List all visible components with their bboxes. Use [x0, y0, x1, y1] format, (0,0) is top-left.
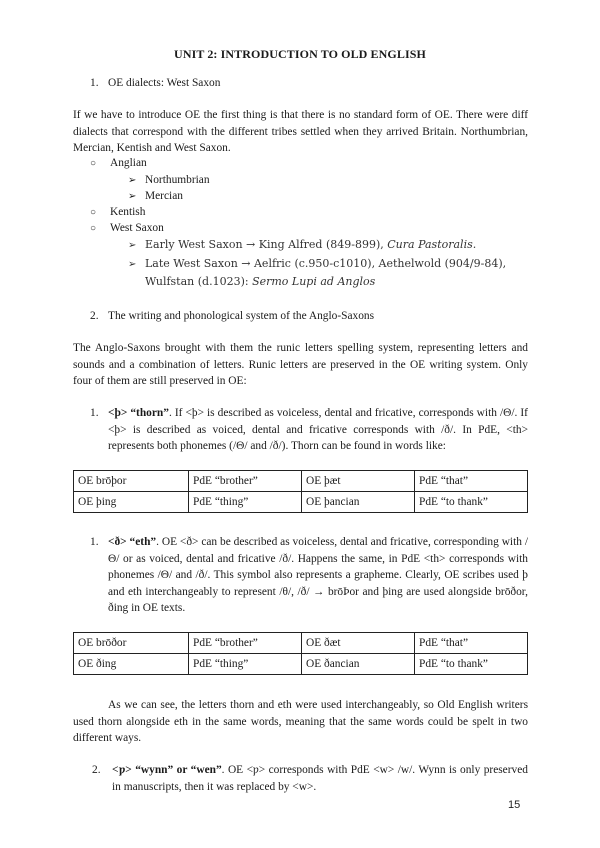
sermo-lupi-title: Sermo Lupi ad Anglos	[252, 275, 376, 288]
thorn-label: <þ> “thorn”	[108, 407, 169, 419]
wynn-number: 2.	[92, 764, 101, 776]
section-2-paragraph: The Anglo-Saxons brought with them the runic letters spelling system, representing letters and sounds and a combination of letters. Runic letters are preserved in the OE writing system. Only four of them are still preserved in OE:	[73, 342, 528, 388]
wynn-item	[92, 762, 528, 795]
section-1-paragraph: If we have to introduce OE the first thing is that there is no standard form of OE. There were diff dialects that correspond with the different tribes settled when they arrived Britain. Northumbrian, Mercian, Kentish and West Saxon.	[73, 109, 528, 155]
west-saxon-label: West Saxon	[110, 222, 164, 234]
list-item-late-west-saxon-cont	[145, 274, 375, 291]
section-1-number: 1.	[90, 77, 99, 89]
anglian-label: Anglian	[110, 157, 147, 169]
list-item-early-west-saxon	[128, 237, 476, 255]
circle-bullet-icon: ○	[90, 223, 97, 234]
thorn-number: 1.	[90, 407, 99, 419]
eth-number: 1.	[90, 536, 99, 548]
page-number: 15	[508, 799, 521, 811]
table-cell: PdE “brother”	[189, 471, 302, 492]
arrow-bullet-icon: ➢	[128, 175, 137, 186]
cura-pastoralis-title: Cura Pastoralis.	[387, 238, 477, 251]
early-west-saxon-text: Early West Saxon → King Alfred (849-899),	[145, 238, 388, 251]
thorn-item	[90, 405, 528, 455]
table-cell: OE brōþor	[74, 471, 189, 492]
table-cell: OE þancian	[302, 492, 415, 513]
thorn-description: . If <þ> is described as voiceless, dental and fricative, corresponds with /Θ/. If <þ> is described as voiced, dental and fricative corresponds with /ð/. In PdE, <th> represents both phonemes (/Θ/ and /ð/). Thorn can be found in words like:	[108, 407, 528, 453]
wynn-description: . OE <ƿ> corresponds with PdE <w> /w/. Wynn is only preserved in manuscripts, then it was replaced by <w>.	[112, 764, 528, 793]
table-cell: OE þing	[74, 492, 189, 513]
wulfstan-text: Wulfstan (d.1023):	[145, 275, 253, 288]
table-cell: PdE “thing”	[189, 654, 302, 675]
list-item-mercian	[128, 188, 183, 206]
table-cell: PdE “brother”	[189, 633, 302, 654]
table-cell: PdE “thing”	[189, 492, 302, 513]
section-2-heading	[90, 308, 374, 325]
arrow-bullet-icon: ➢	[128, 191, 137, 202]
list-item-late-west-saxon	[128, 256, 528, 274]
table-row	[74, 633, 528, 654]
list-item-kentish	[90, 204, 145, 222]
circle-bullet-icon: ○	[90, 158, 97, 169]
eth-table	[73, 632, 528, 675]
wynn-label: <ƿ> “wynn” or “wen”	[112, 764, 222, 776]
arrow-bullet-icon: ➢	[128, 240, 137, 251]
page-title: UNIT 2: INTRODUCTION TO OLD ENGLISH	[174, 47, 426, 61]
list-item-anglian	[90, 155, 147, 173]
table-row	[74, 492, 528, 513]
eth-label: <ð> “eth”	[108, 536, 157, 548]
table-cell: PdE “that”	[415, 471, 528, 492]
eth-description: . OE <ð> can be described as voiceless, dental and fricative, corresponding with /Θ/ or as voiced, dental and fricative /ð/. Happens the same, in PdE <th> corresponds with phonemes /Θ/ and /ð/. This symbol also represents a grapheme. Clearly, OE scribes used þ and eth interchangeably to represent /θ/, /ð/ → brōÞor and þing are used alongside brōðor, ðing in OE texts.	[108, 536, 528, 615]
table-cell: PdE “that”	[415, 633, 528, 654]
arrow-bullet-icon: ➢	[128, 259, 137, 270]
section-2-number: 2.	[90, 310, 99, 322]
kentish-label: Kentish	[110, 206, 146, 218]
eth-item	[90, 534, 528, 617]
thorn-table	[73, 470, 528, 513]
northumbrian-label: Northumbrian	[145, 174, 210, 186]
table-cell: OE ðæt	[302, 633, 415, 654]
table-cell: OE þæt	[302, 471, 415, 492]
circle-bullet-icon: ○	[90, 207, 97, 218]
list-item-west-saxon	[90, 220, 164, 238]
late-west-saxon-text: Late West Saxon → Aelfric (c.950-c1010), Aethelwold (904/9-84),	[145, 257, 507, 270]
section-1-title: OE dialects: West Saxon	[108, 77, 221, 89]
section-1-heading	[90, 75, 220, 92]
table-row	[74, 654, 528, 675]
table-row	[74, 471, 528, 492]
table-cell: PdE “to thank”	[415, 492, 528, 513]
mercian-label: Mercian	[145, 190, 183, 202]
section-2-title: The writing and phonological system of the Anglo-Saxons	[108, 310, 375, 322]
conclusion-paragraph: As we can see, the letters thorn and eth were used interchangeably, so Old English writers used thorn alongside eth in the same words, meaning that the same words could be spelt in two different ways.	[73, 699, 528, 745]
table-cell: PdE “to thank”	[415, 654, 528, 675]
table-cell: OE ðing	[74, 654, 189, 675]
list-item-northumbrian	[128, 172, 210, 190]
table-cell: OE ðancian	[302, 654, 415, 675]
table-cell: OE brōðor	[74, 633, 189, 654]
